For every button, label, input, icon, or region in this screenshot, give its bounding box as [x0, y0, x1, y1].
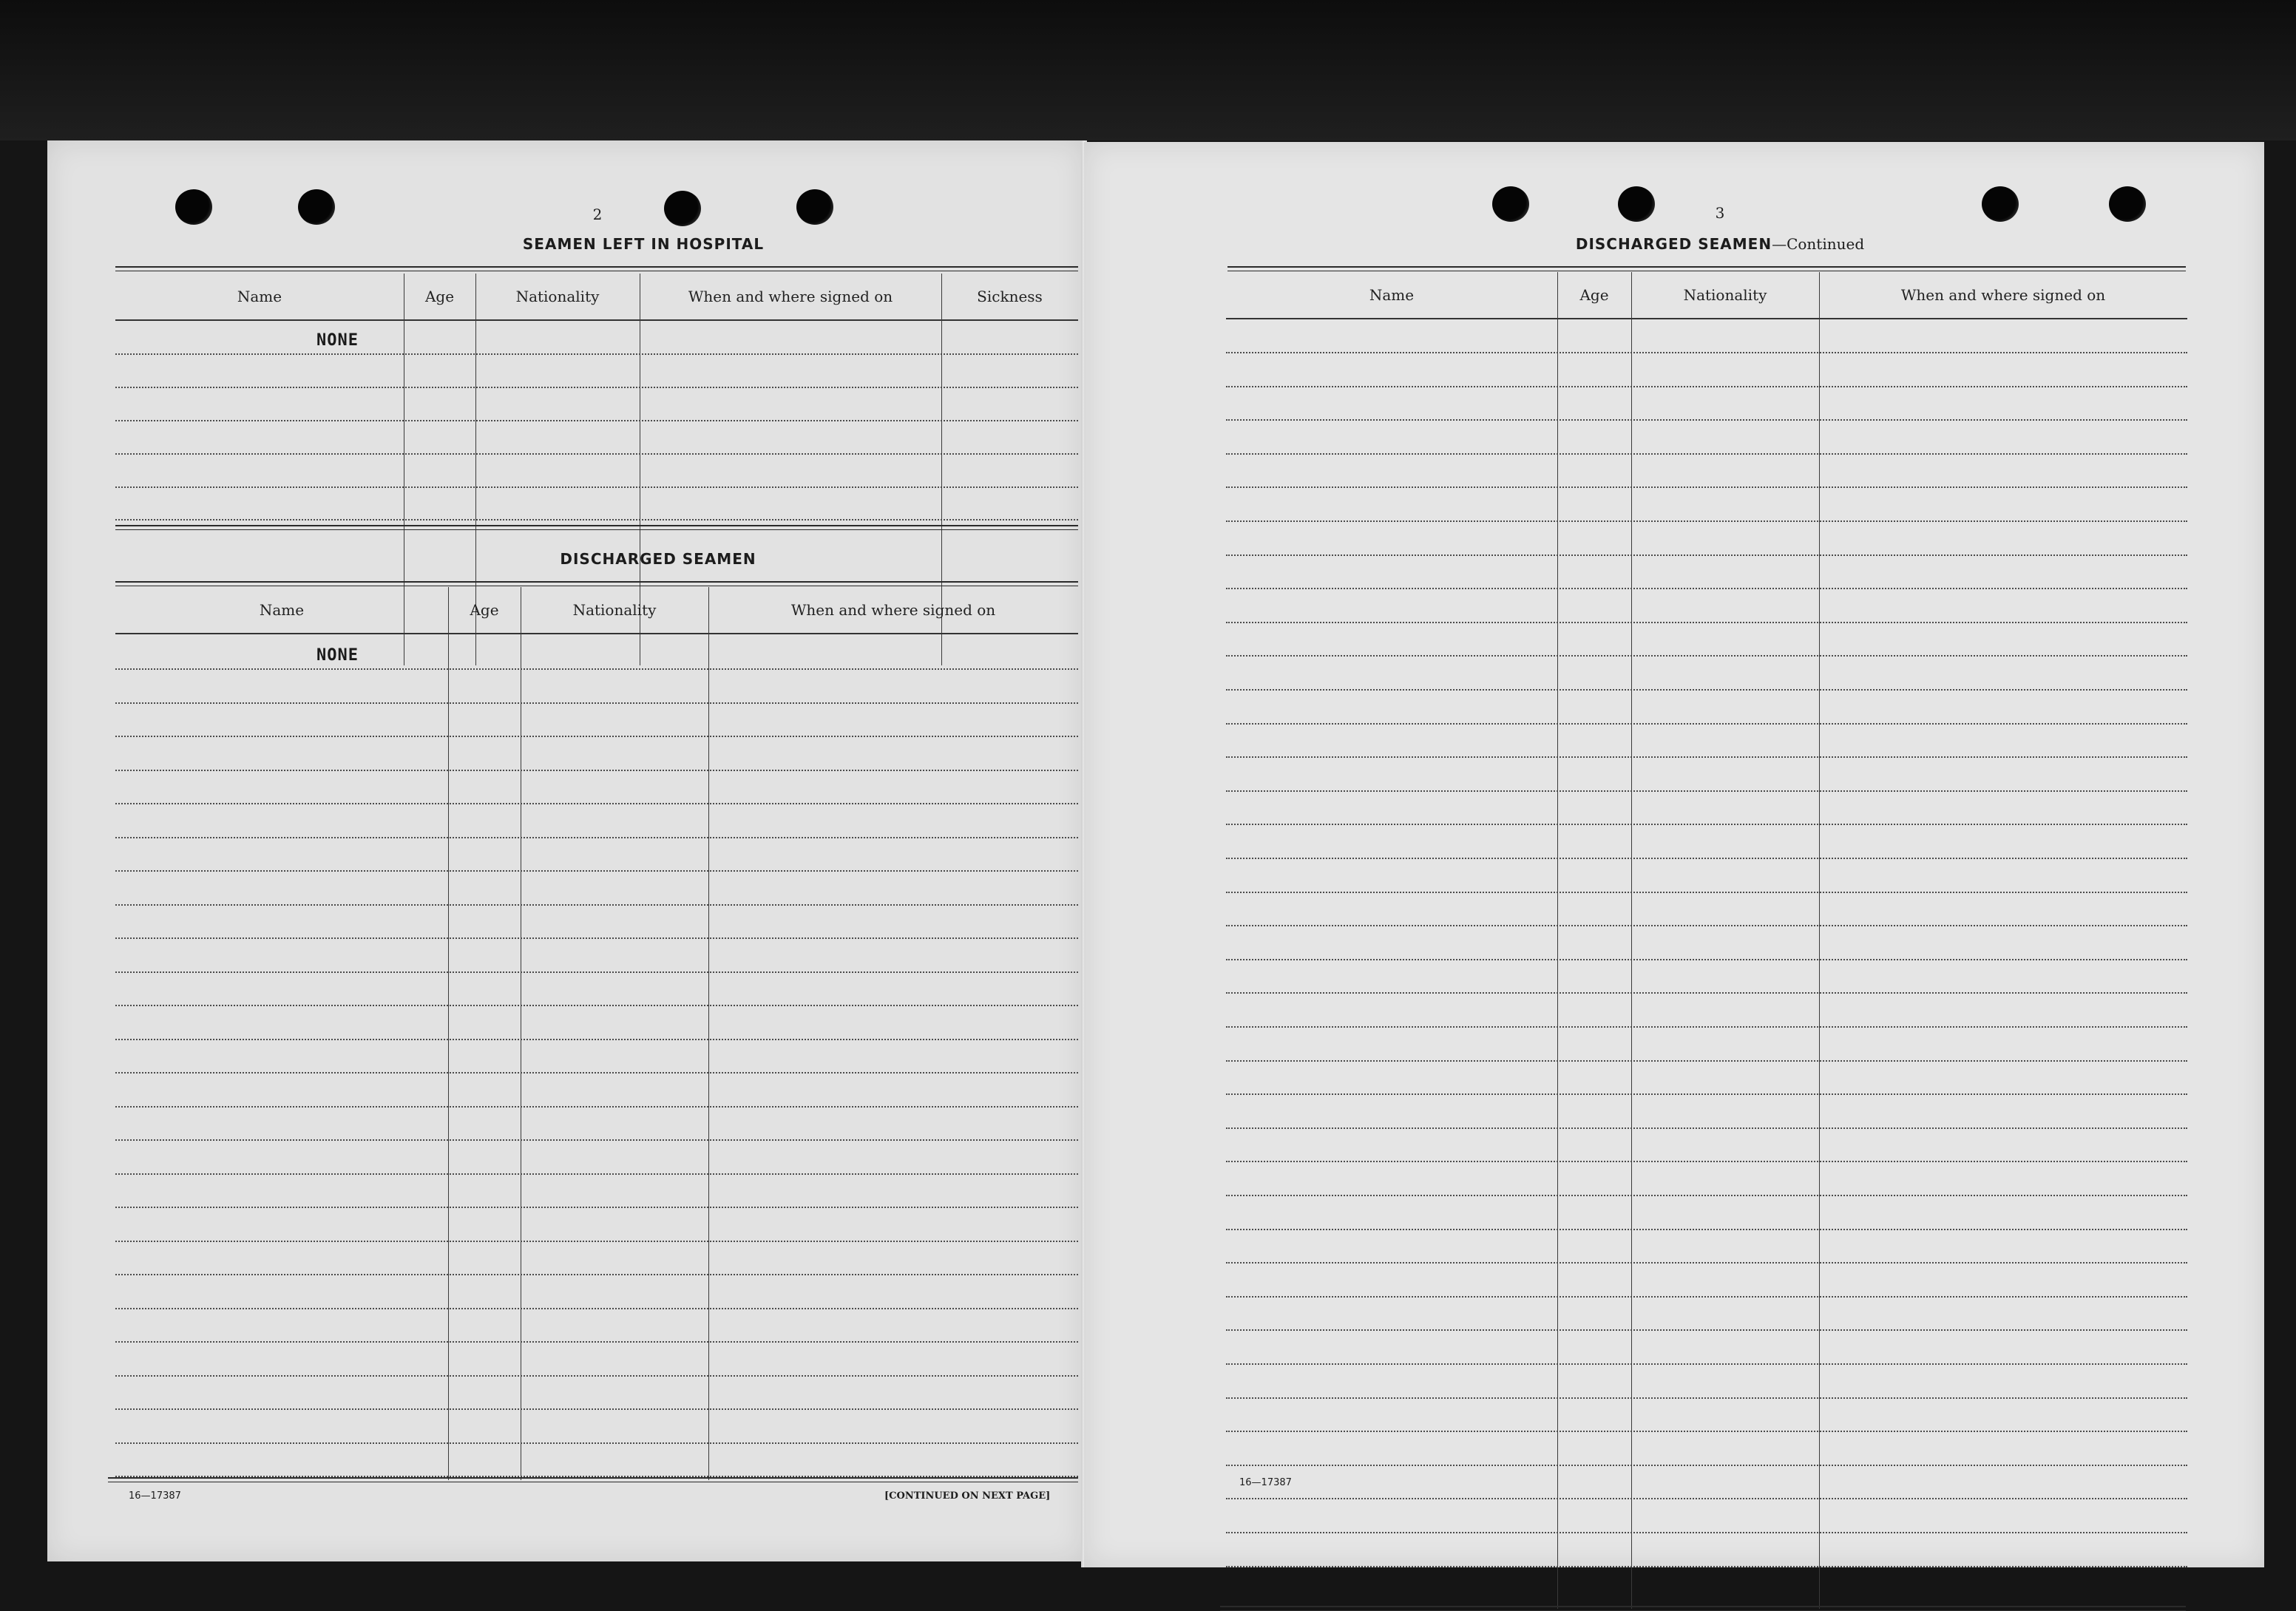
entry-line	[115, 519, 1078, 520]
entry-line	[1226, 892, 2187, 893]
entry-line	[1226, 1431, 2187, 1432]
entry-line	[1226, 1397, 2187, 1399]
entry-line	[115, 453, 1078, 455]
entry-line	[115, 420, 1078, 421]
entry-line	[115, 1442, 1078, 1444]
entry-line	[115, 904, 1078, 906]
section-title-text: DISCHARGED SEAMEN	[1575, 235, 1772, 253]
column-header-nationality: Nationality	[515, 288, 600, 305]
entry-line	[115, 1408, 1078, 1410]
page-number: 2	[592, 206, 603, 223]
entry-line	[1226, 756, 2187, 758]
entry-line	[1226, 1296, 2187, 1298]
entry-line	[115, 870, 1078, 872]
column-header-name: Name	[237, 288, 282, 305]
entry-line	[1226, 386, 2187, 387]
entry-line	[1226, 1195, 2187, 1196]
title-rule	[1227, 266, 2186, 268]
entry-line	[1226, 1229, 2187, 1230]
punch-hole	[796, 189, 833, 225]
form-page-2	[47, 140, 1084, 1561]
section-rule	[115, 525, 1078, 526]
punch-hole	[298, 189, 335, 225]
column-divider	[1557, 272, 1558, 1609]
column-divider	[708, 587, 709, 1480]
column-header-age: Age	[424, 288, 455, 305]
column-header-age: Age	[1579, 286, 1609, 304]
entry-line	[1226, 1532, 2187, 1533]
entry-line	[1226, 1465, 2187, 1466]
column-header-signed-on: When and where signed on	[790, 601, 996, 619]
entry-line	[1226, 554, 2187, 556]
entry-line	[1226, 1498, 2187, 1499]
entry-line	[115, 803, 1078, 804]
punch-hole	[664, 191, 701, 226]
entry-line	[1226, 1127, 2187, 1129]
entry-line	[1226, 1363, 2187, 1365]
discharged-table	[115, 587, 1078, 1480]
entry-line	[115, 1039, 1078, 1040]
entry-line	[1226, 1262, 2187, 1264]
punch-hole	[1492, 186, 1529, 222]
hospital-section-title: SEAMEN LEFT IN HOSPITAL	[522, 235, 765, 253]
entry-line	[1226, 1093, 2187, 1095]
punch-hole	[2109, 186, 2146, 222]
entry-line	[115, 1139, 1078, 1141]
entry-line	[115, 1106, 1078, 1108]
entry-line	[1226, 1161, 2187, 1162]
entry-line	[115, 1072, 1078, 1074]
entry-line	[115, 1173, 1078, 1175]
punch-hole	[1618, 186, 1655, 222]
entry-line	[1226, 1566, 2187, 1567]
entry-line	[115, 668, 1078, 670]
entry-line	[115, 971, 1078, 973]
entry-line	[115, 1375, 1078, 1377]
entry-line	[115, 837, 1078, 838]
column-header-name: Name	[259, 601, 305, 619]
title-rule	[115, 581, 1078, 583]
entry-line	[1226, 486, 2187, 488]
table-header	[115, 587, 1078, 634]
bottom-rule	[1220, 1606, 2186, 1607]
entry-line	[115, 1241, 1078, 1242]
table-header	[1226, 272, 2187, 319]
column-divider	[448, 587, 449, 1480]
bottom-rule	[108, 1477, 1078, 1479]
entry-line	[115, 702, 1078, 704]
discharged-section-title: DISCHARGED SEAMEN	[560, 550, 756, 568]
column-divider	[1631, 272, 1632, 1609]
entry-line	[115, 353, 1078, 355]
entry-line	[115, 1207, 1078, 1208]
column-header-nationality: Nationality	[1683, 286, 1767, 304]
continued-note: [CONTINUED ON NEXT PAGE]	[884, 1490, 1051, 1502]
entry-line	[1226, 858, 2187, 859]
entry-line	[1226, 689, 2187, 691]
column-header-age: Age	[470, 601, 499, 619]
entry-line	[115, 387, 1078, 388]
entry-line	[115, 1274, 1078, 1275]
entry-line	[1226, 723, 2187, 725]
form-page-3	[1084, 142, 2264, 1567]
entry-line	[115, 1005, 1078, 1006]
entry-line	[1226, 352, 2187, 353]
column-header-signed-on: When and where signed on	[1900, 286, 2106, 304]
column-header-nationality: Nationality	[572, 601, 657, 619]
column-header-name: Name	[1369, 286, 1415, 304]
entry-line	[1226, 925, 2187, 926]
entry-line	[1226, 1329, 2187, 1331]
entry-line	[1226, 959, 2187, 960]
section-title-suffix: —Continued	[1772, 235, 1865, 253]
form-code: 16—17387	[1239, 1477, 1292, 1488]
entry-line	[1226, 790, 2187, 792]
entry-line	[1226, 824, 2187, 825]
title-rule	[115, 266, 1078, 268]
entry-line	[1226, 992, 2187, 994]
entry-line	[1226, 1060, 2187, 1062]
entry-line	[115, 1308, 1078, 1309]
punch-hole	[1982, 186, 2019, 222]
punch-hole	[175, 189, 212, 225]
form-code: 16—17387	[129, 1490, 181, 1502]
entry-line	[115, 486, 1078, 488]
entry-line	[1226, 1026, 2187, 1028]
column-header-sickness: Sickness	[977, 288, 1043, 305]
entry-line	[1226, 520, 2187, 522]
entry-line	[115, 1341, 1078, 1343]
entry-line	[1226, 622, 2187, 623]
entry-line	[1226, 655, 2187, 657]
entry-line	[115, 736, 1078, 737]
column-header-signed-on: When and where signed on	[688, 288, 893, 305]
entry-line	[115, 937, 1078, 939]
scanner-background	[0, 0, 2296, 140]
table-header	[115, 274, 1078, 321]
entry-line	[115, 770, 1078, 771]
page-number: 3	[1715, 204, 1725, 222]
entry-line	[1226, 453, 2187, 455]
entry-line	[1226, 588, 2187, 589]
discharged-continued-title	[1520, 235, 1920, 253]
column-divider	[1819, 272, 1820, 1609]
discharged-continued-table	[1226, 272, 2187, 1609]
hospital-entry: NONE	[316, 331, 359, 350]
entry-line	[1226, 419, 2187, 421]
discharged-entry: NONE	[316, 646, 359, 665]
